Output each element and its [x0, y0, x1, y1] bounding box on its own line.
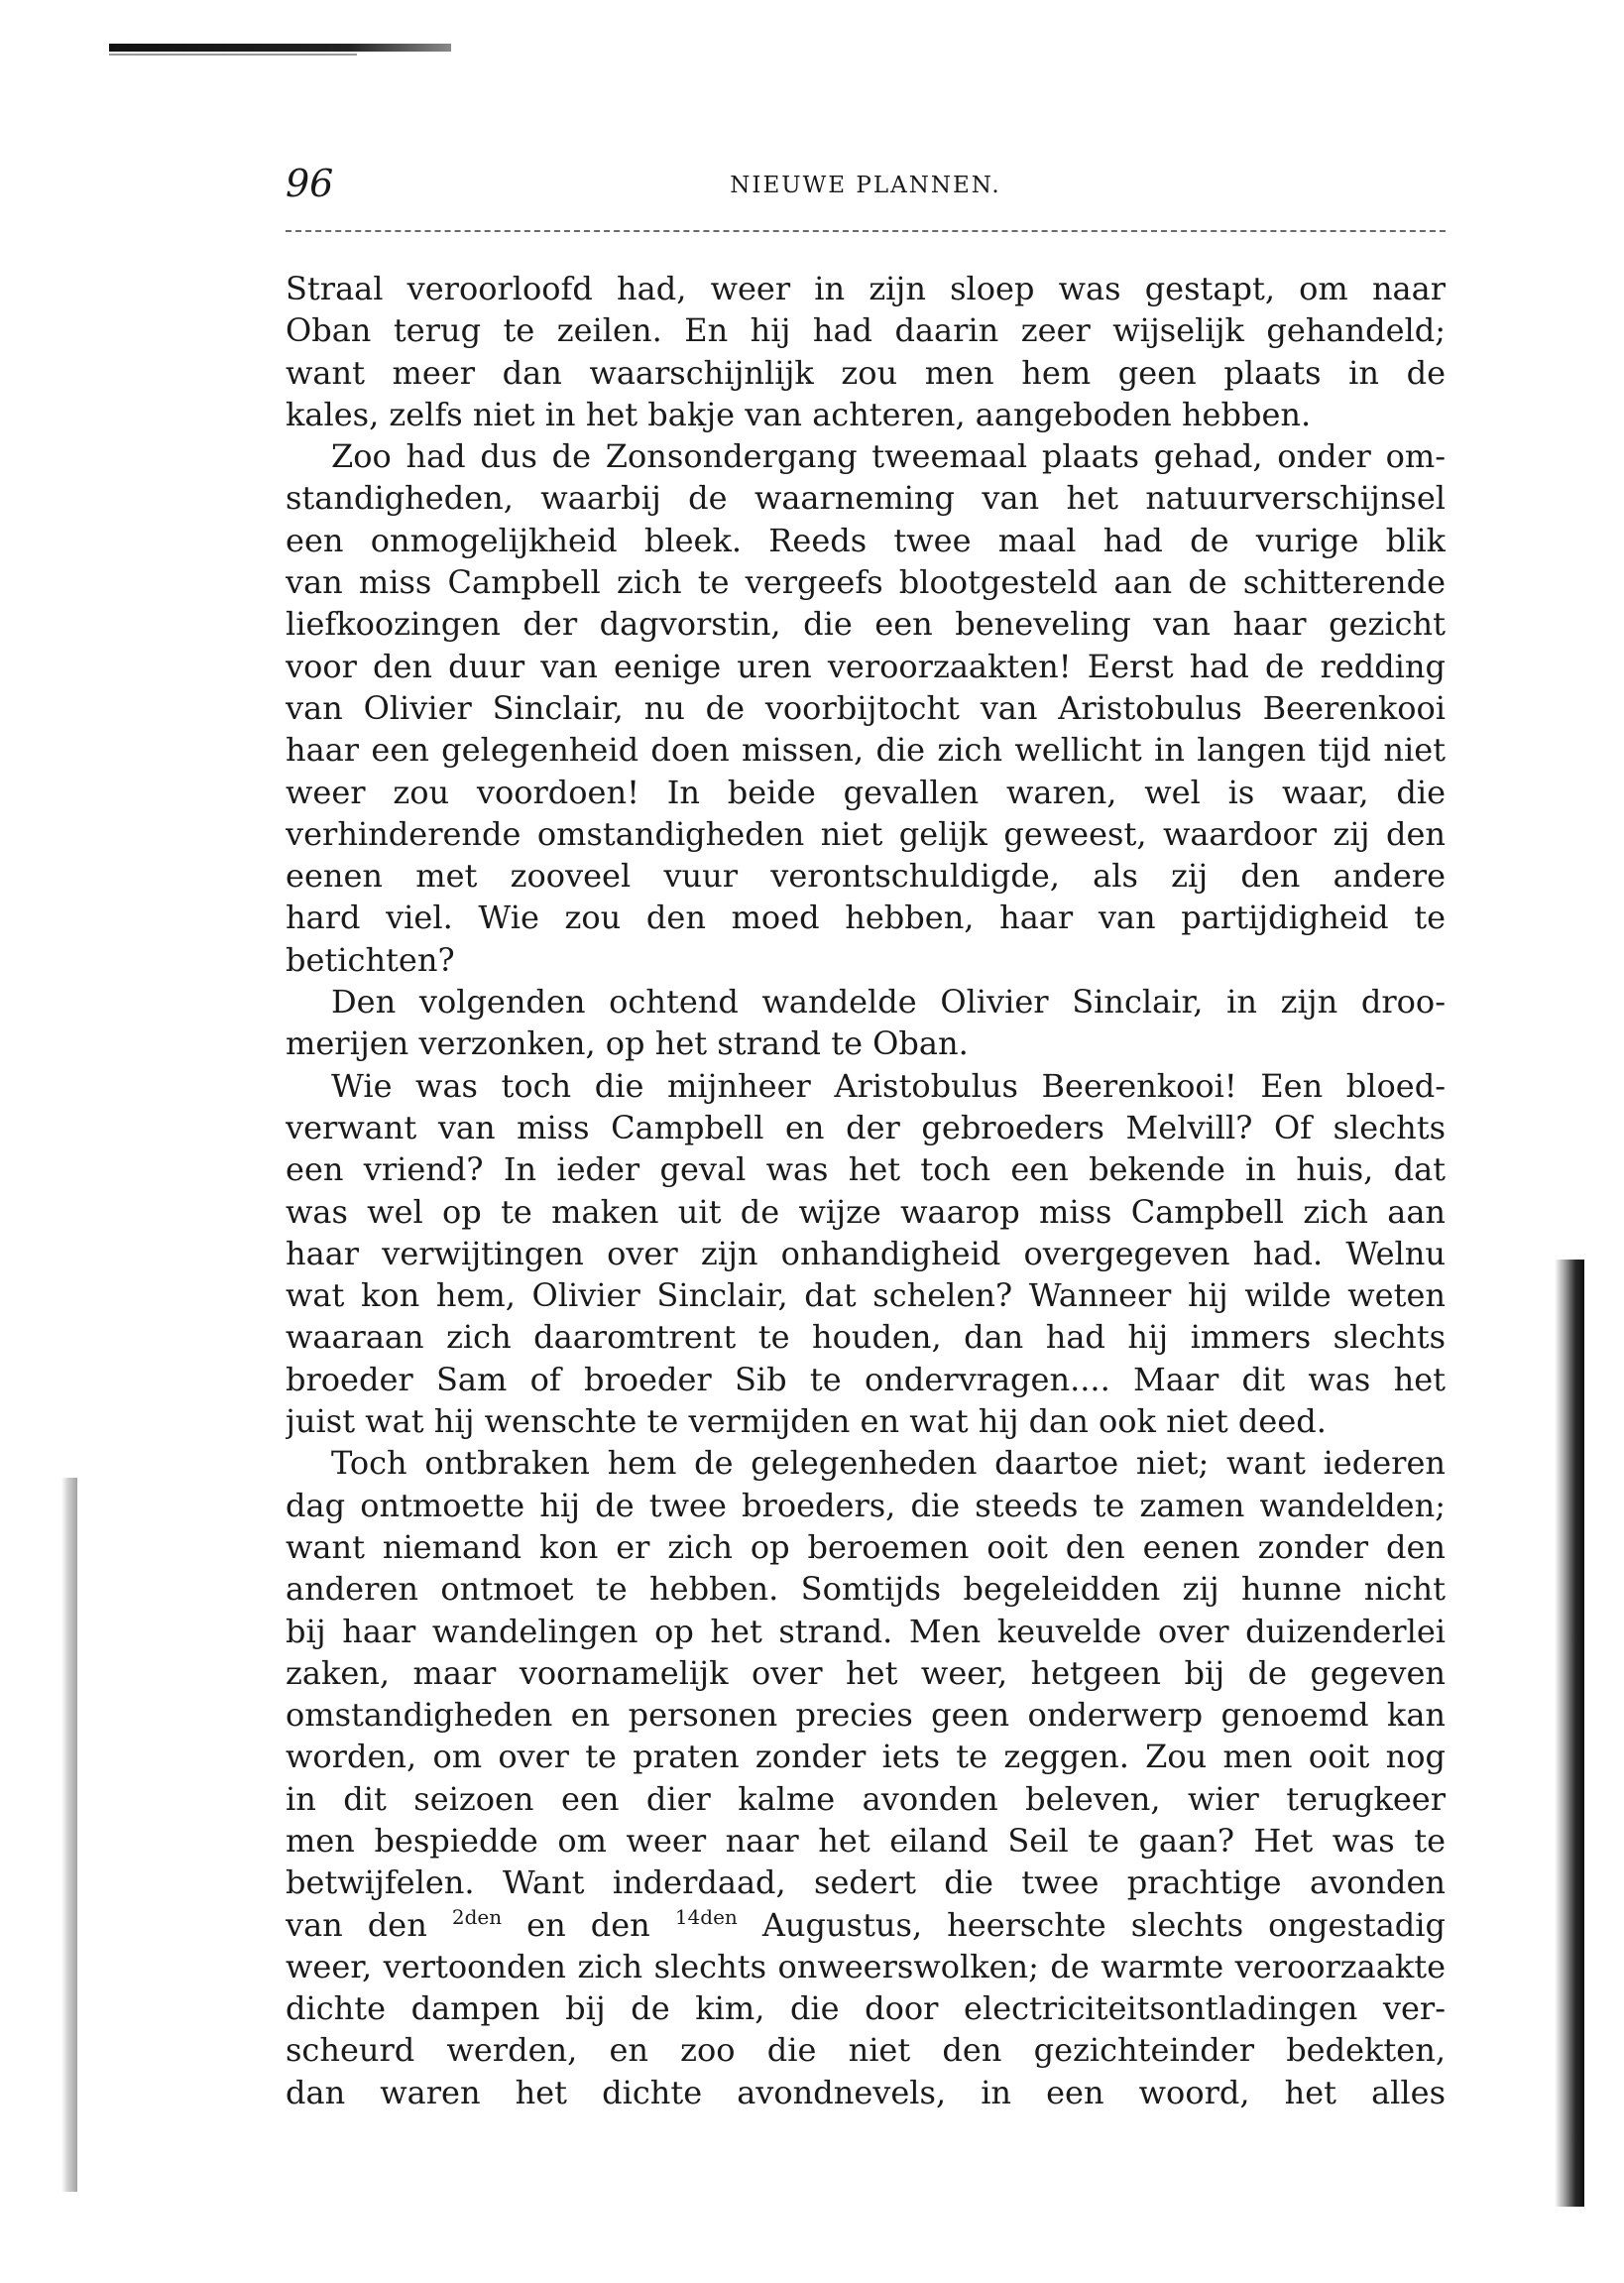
text-line: dan waren het dichte avondnevels, in een woord, het alles [286, 2073, 1446, 2111]
text-line: een vriend? In ieder geval was het toch een bekende in huis, dat [286, 1150, 1446, 1189]
text-line: want niemand kon er zich op beroemen ooit den eenen zonder den [286, 1527, 1446, 1566]
text-line: zaken, maar voornamelijk over het weer, hetgeen bij de gegeven [286, 1653, 1446, 1692]
scan-edge-shadow-right [1555, 1260, 1584, 2207]
text-line: scheurd werden, en zoo die niet den gezichteinder bedekten, [286, 2031, 1446, 2070]
text-line: Straal veroorloofd had, weer in zijn sloep was gestapt, om naar [286, 270, 1446, 307]
text-line: wat kon hem, Olivier Sinclair, dat schelen? Wanneer hij wilde weten [286, 1276, 1446, 1315]
scan-artifact-bar [109, 44, 451, 52]
text-line: dichte dampen bij de kim, die door electriciteitsontladingen ver- [286, 1989, 1446, 2028]
superscript: 14den [674, 1904, 738, 1929]
text-line: standigheden, waarbij de waarneming van het natuurverschijnsel [286, 479, 1446, 518]
scan-artifact-bar-tail [109, 54, 357, 56]
text-line: betichten? [286, 940, 455, 979]
text-line: haar verwijtingen over zijn onhandigheid overgegeven had. Welnu [286, 1234, 1446, 1272]
text-line: juist wat hij wenschte te vermijden en wat hij dan ook niet deed. [286, 1402, 1327, 1441]
text-line: Zoo had dus de Zonsondergang tweemaal plaats gehad, onder om- [331, 437, 1446, 476]
page-header [286, 159, 1446, 214]
text-line: van Olivier Sinclair, nu de voorbijtocht van Aristobulus Beerenkooi [286, 688, 1446, 727]
running-title: NIEUWE PLANNEN. [730, 173, 1001, 198]
text-line: broeder Sam of broeder Sib te ondervragen.... Maar dit was het [286, 1360, 1446, 1398]
text-line: van miss Campbell zich te vergeefs blootgesteld aan de schitterende [286, 563, 1446, 602]
text-fragment: Augustus, heerschte slechts ongestadig [737, 1905, 1446, 1944]
text-line: kales, zelfs niet in het bakje van achteren, aangeboden hebben. [286, 395, 1312, 433]
text-line: worden, om over te praten zonder iets te zeggen. Zou men ooit nog [286, 1738, 1446, 1776]
text-line: haar een gelegenheid doen missen, die zich wellicht in langen tijd niet [286, 731, 1446, 770]
text-line: verwant van miss Campbell en der gebroeders Melvill? Of slechts [286, 1108, 1446, 1146]
text-line: waaraan zich daaromtrent te houden, dan had hij immers slechts [286, 1318, 1446, 1357]
text-line: in dit seizoen een dier kalme avonden beleven, wier terugkeer [286, 1779, 1446, 1818]
text-line: Toch ontbraken hem de gelegenheden daartoe niet; want iederen [331, 1444, 1446, 1483]
text-line: eenen met zooveel vuur verontschuldigde, als zij den andere [286, 857, 1446, 896]
scan-edge-shadow-left [61, 1478, 77, 2192]
text-line: was wel op te maken uit de wijze waarop miss Campbell zich aan [286, 1192, 1446, 1231]
text-line: weer zou voordoen! In beide gevallen waren, wel is waar, die [286, 773, 1446, 811]
text-fragment: en den [502, 1905, 675, 1944]
text-line: merijen verzonken, op het strand te Oban. [286, 1024, 969, 1063]
text-line: een onmogelijkheid bleek. Reeds twee maal had de vurige blik [286, 521, 1446, 559]
text-line: anderen ontmoet te hebben. Somtijds begeleidden zij hunne nicht [286, 1570, 1446, 1609]
text-line: verhinderende omstandigheden niet gelijk geweest, waardoor zij den [286, 814, 1446, 853]
page-number: 96 [286, 162, 334, 205]
text-line: betwijfelen. Want inderdaad, sedert die twee prachtige avonden [286, 1863, 1446, 1902]
text-line: voor den duur van eenige uren veroorzaakten! Eerst had de redding [286, 647, 1446, 685]
text-line: weer, vertoonden zich slechts onweerswolken; de warmte veroorzaakte [286, 1947, 1446, 1985]
text-line: omstandigheden en personen precies geen onderwerp genoemd kan [286, 1696, 1446, 1735]
body-text [286, 268, 1446, 2113]
text-line: Wie was toch die mijnheer Aristobulus Beerenkooi! Een bloed- [331, 1066, 1446, 1105]
text-line-with-superscripts [286, 1904, 1446, 1946]
text-line: liefkoozingen der dagvorstin, die een beneveling van haar gezicht [286, 605, 1446, 644]
text-line: want meer dan waarschijnlijk zou men hem geen plaats in de [286, 353, 1446, 392]
text-line: Oban terug te zeilen. En hij had daarin zeer wijselijk gehandeld; [286, 311, 1446, 350]
text-fragment: van den [286, 1905, 452, 1944]
header-divider [286, 230, 1446, 232]
text-line: dag ontmoette hij de twee broeders, die steeds te zamen wandelden; [286, 1486, 1446, 1524]
text-line: hard viel. Wie zou den moed hebben, haar van partijdigheid te [286, 899, 1446, 937]
superscript: 2den [451, 1904, 503, 1929]
text-line: bij haar wandelingen op het strand. Men keuvelde over duizenderlei [286, 1612, 1446, 1650]
text-line: men bespiedde om weer naar het eiland Seil te gaan? Het was te [286, 1821, 1446, 1860]
text-line: Den volgenden ochtend wandelde Olivier Sinclair, in zijn droo- [331, 983, 1446, 1021]
